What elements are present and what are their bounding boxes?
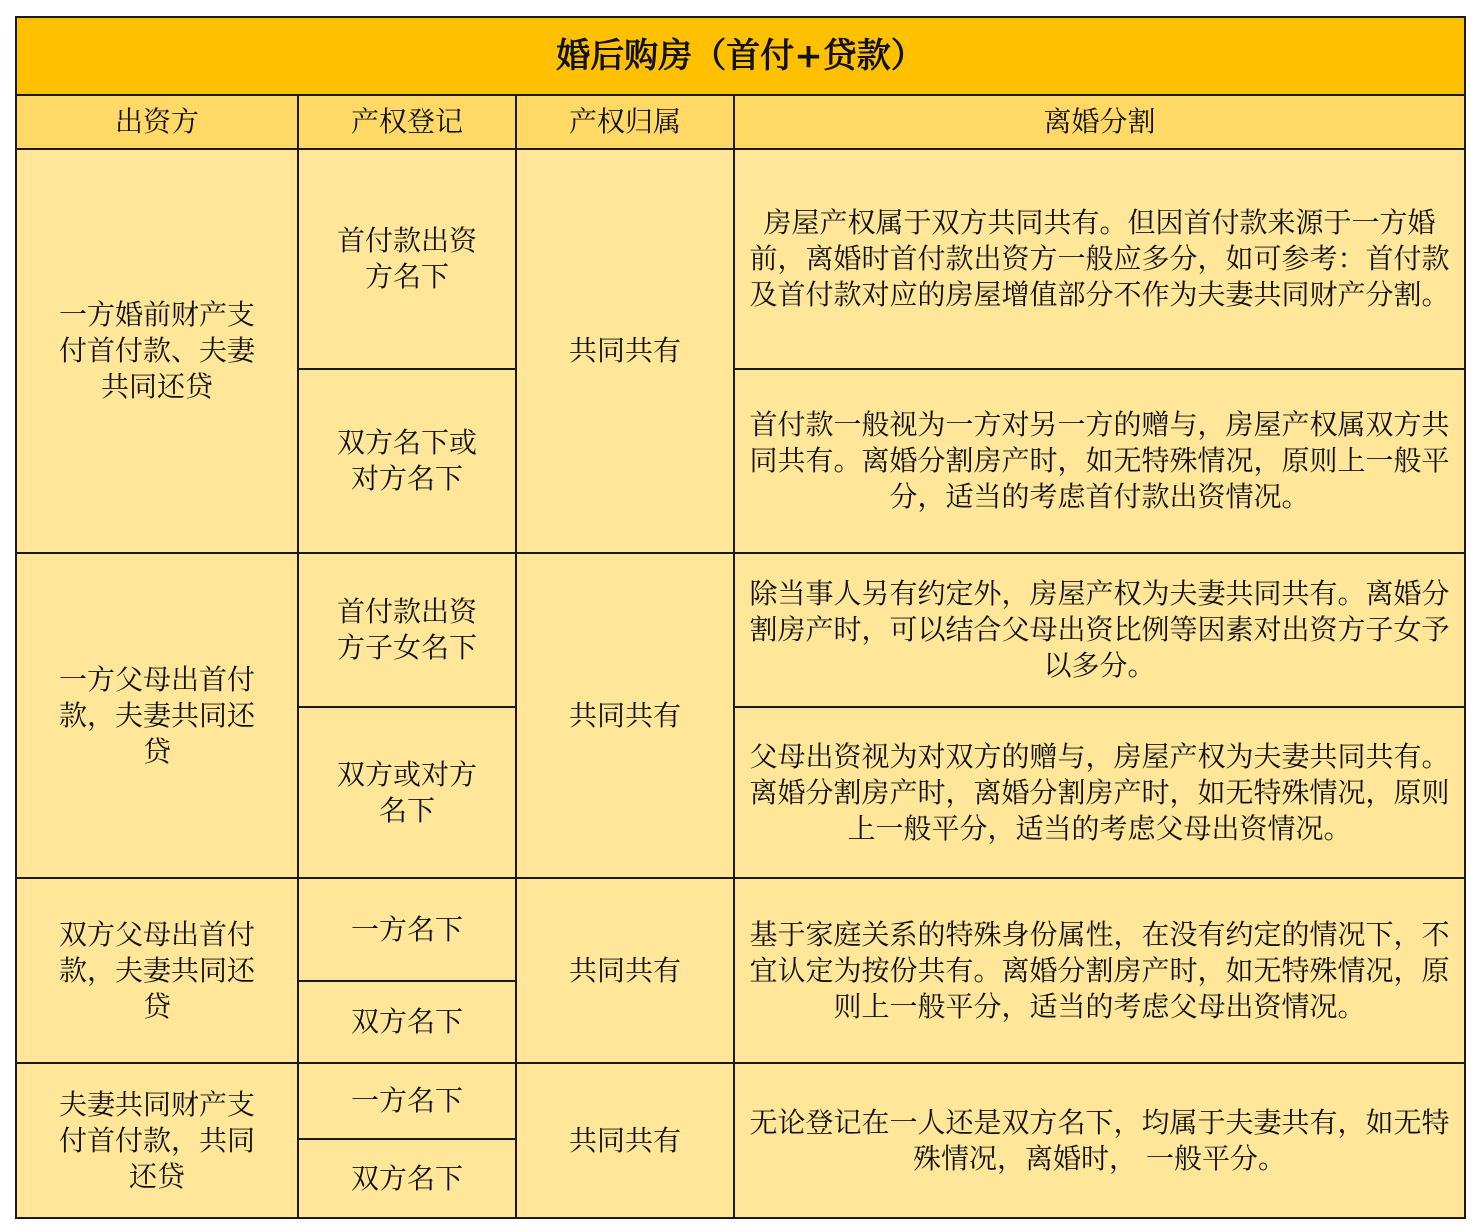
- funder-cell: 一方婚前财产支付首付款、夫妻共同还贷: [16, 149, 298, 553]
- header-funder: 出资方: [16, 95, 298, 149]
- ownership-cell: 共同共有: [516, 149, 734, 553]
- funder-cell: 双方父母出首付款，夫妻共同还贷: [16, 878, 298, 1063]
- division-cell: 基于家庭关系的特殊身份属性，在没有约定的情况下，不宜认定为按份共有。离婚分割房产时，如无特殊情况，原则上一般平分，适当的考虑父母出资情况。: [734, 878, 1465, 1063]
- division-cell: 无论登记在一人还是双方名下，均属于夫妻共有，如无特殊情况，离婚时， 一般平分。: [734, 1063, 1465, 1218]
- registration-cell: 首付款出资方名下: [298, 149, 516, 369]
- registration-cell: 双方名下: [298, 981, 516, 1063]
- funder-cell: 一方父母出首付款，夫妻共同还贷: [16, 553, 298, 878]
- table-title: 婚后购房（首付+贷款）: [16, 17, 1465, 95]
- registration-cell: 一方名下: [298, 878, 516, 981]
- ownership-cell: 共同共有: [516, 553, 734, 878]
- registration-cell: 首付款出资方子女名下: [298, 553, 516, 707]
- registration-cell: 双方或对方名下: [298, 707, 516, 878]
- registration-cell: 双方名下: [298, 1139, 516, 1218]
- header-ownership: 产权归属: [516, 95, 734, 149]
- property-division-table: [15, 16, 1466, 1219]
- table-row: [16, 553, 1465, 707]
- funder-cell: 夫妻共同财产支付首付款，共同还贷: [16, 1063, 298, 1218]
- division-cell: 除当事人另有约定外，房屋产权为夫妻共同共有。离婚分割房产时，可以结合父母出资比例等因素对出资方子女予以多分。: [734, 553, 1465, 707]
- registration-cell: 双方名下或对方名下: [298, 369, 516, 553]
- table-row: [16, 878, 1465, 981]
- header-divorce-division: 离婚分割: [734, 95, 1465, 149]
- table-row: [16, 1063, 1465, 1139]
- ownership-cell: 共同共有: [516, 1063, 734, 1218]
- division-cell: 首付款一般视为一方对另一方的赠与，房屋产权属双方共同共有。离婚分割房产时，如无特殊情况，原则上一般平分，适当的考虑首付款出资情况。: [734, 369, 1465, 553]
- registration-cell: 一方名下: [298, 1063, 516, 1139]
- division-cell: 父母出资视为对双方的赠与，房屋产权为夫妻共同共有。离婚分割房产时，离婚分割房产时，如无特殊情况，原则上一般平分，适当的考虑父母出资情况。: [734, 707, 1465, 878]
- table-row: [16, 149, 1465, 369]
- header-registration: 产权登记: [298, 95, 516, 149]
- division-cell: 房屋产权属于双方共同共有。但因首付款来源于一方婚前，离婚时首付款出资方一般应多分，如可参考：首付款及首付款对应的房屋增值部分不作为夫妻共同财产分割。: [734, 149, 1465, 369]
- ownership-cell: 共同共有: [516, 878, 734, 1063]
